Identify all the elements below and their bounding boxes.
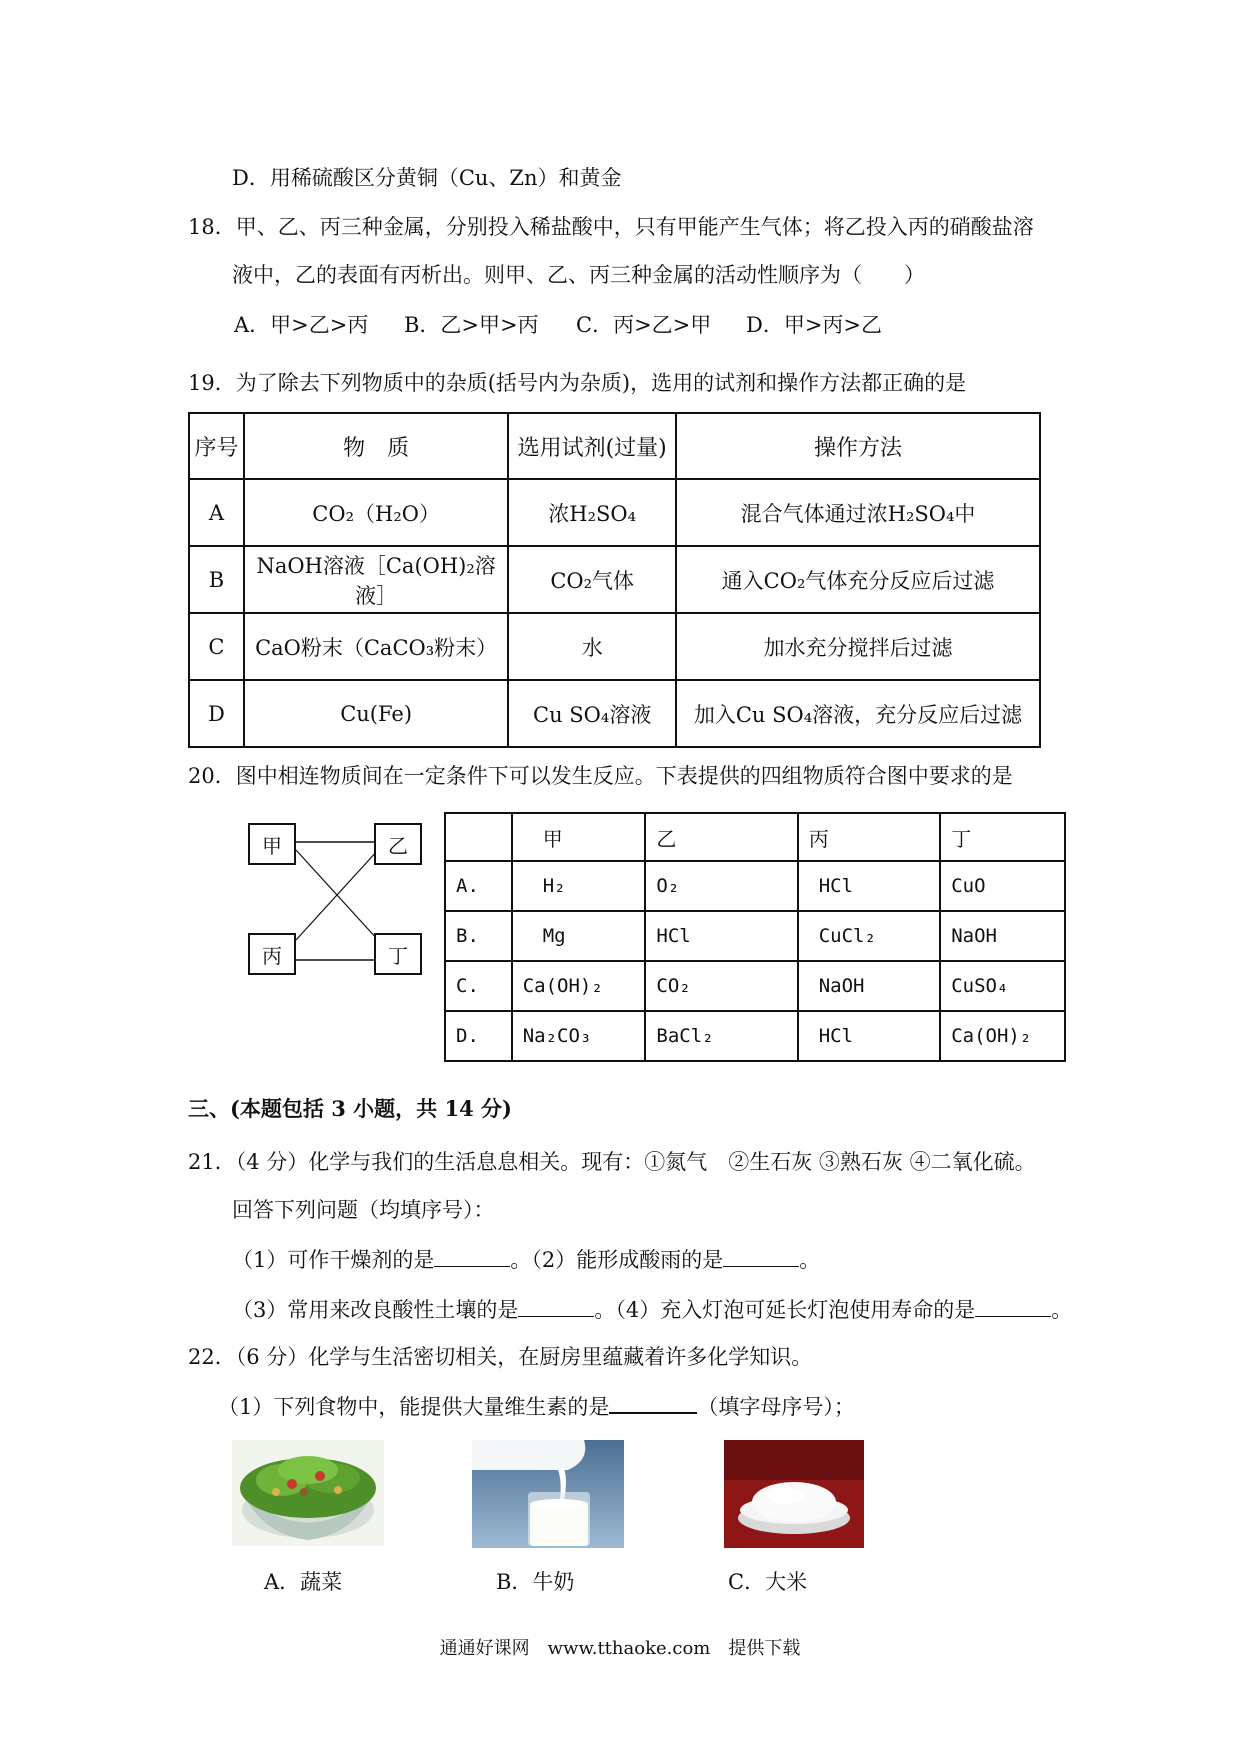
table-cell: A. [445, 861, 512, 911]
table-row [189, 546, 1040, 613]
q21-part-1-2 [232, 1244, 820, 1274]
q18-option-c: C．丙>乙>甲 [576, 313, 712, 337]
header-cell: 丁 [940, 813, 1065, 861]
q18-option-b: B．乙>甲>丙 [404, 313, 539, 337]
period: 。 [799, 1248, 821, 1272]
table-cell: 加水充分搅拌后过滤 [676, 613, 1040, 680]
answer-blank[interactable] [518, 1298, 594, 1317]
table-cell: CuCl₂ [798, 911, 940, 961]
table-cell: Na₂CO₃ [512, 1011, 646, 1061]
table-cell: 通入CO₂气体充分反应后过滤 [676, 546, 1040, 613]
section-heading: 三、(本题包括 3 小题，共 14 分) [188, 1096, 512, 1121]
answer-blank[interactable] [975, 1298, 1051, 1317]
table-row [189, 613, 1040, 680]
table-cell: HCl [645, 911, 797, 961]
food-caption-b: B．牛奶 [496, 1570, 575, 1594]
header-cell: 序号 [189, 413, 244, 479]
salad-photo [232, 1440, 384, 1546]
q22-sub1 [218, 1391, 855, 1421]
food-caption-a: A．蔬菜 [264, 1570, 343, 1594]
header-cell: 选用试剂(过量) [508, 413, 676, 479]
table-cell: A [189, 479, 244, 546]
q21-part3-text: （3）常用来改良酸性土壤的是 [232, 1298, 519, 1322]
q21-stem-line1: 21．（4 分）化学与我们的生活息息相关。现有：①氮气 ②生石灰 ③熟石灰 ④二氧化硫。 [188, 1150, 1036, 1174]
table-cell: B. [445, 911, 512, 961]
header-cell: 乙 [645, 813, 797, 861]
q17-option-d: D．用稀硫酸区分黄铜（Cu、Zn）和黄金 [232, 166, 622, 190]
table-cell: H₂ [512, 861, 646, 911]
table-cell: C. [445, 961, 512, 1011]
q21-part1-text: （1）可作干燥剂的是 [232, 1248, 435, 1272]
answer-blank[interactable] [609, 1394, 697, 1414]
q18-option-a: A．甲>乙>丙 [234, 313, 369, 337]
header-cell: 甲 [512, 813, 646, 861]
table-row [189, 479, 1040, 546]
table-row [445, 861, 1065, 911]
q22-sub1-text: （1）下列食物中，能提供大量维生素的是 [218, 1395, 610, 1419]
table-cell: CO₂气体 [508, 546, 676, 613]
q20-table [444, 812, 1066, 1062]
table-cell: 加入Cu SO₄溶液，充分反应后过滤 [676, 680, 1040, 747]
table-cell: HCl [798, 1011, 940, 1061]
table-cell: 浓H₂SO₄ [508, 479, 676, 546]
food-caption-c: C．大米 [728, 1570, 808, 1594]
table-cell: Ca(OH)₂ [940, 1011, 1065, 1061]
q21-part4-text: 。（4）充入灯泡可延长灯泡使用寿命的是 [594, 1298, 976, 1322]
table-cell: O₂ [645, 861, 797, 911]
answer-blank[interactable] [723, 1248, 799, 1267]
q19-stem: 19．为了除去下列物质中的杂质(括号内为杂质)，选用的试剂和操作方法都正确的是 [188, 371, 967, 395]
table-cell: 混合气体通过浓H₂SO₄中 [676, 479, 1040, 546]
rice-photo [724, 1440, 864, 1548]
table-row [189, 680, 1040, 747]
q18-option-d: D．甲>丙>乙 [746, 313, 883, 337]
q19-table [188, 412, 1041, 748]
q22-sub1-hint: （填字母序号）； [697, 1395, 855, 1419]
table-cell: NaOH [798, 961, 940, 1011]
table-row [445, 961, 1065, 1011]
q21-stem-line2: 回答下列问题（均填序号）： [232, 1198, 495, 1222]
q18-stem-line2: 液中，乙的表面有丙析出。则甲、乙、丙三种金属的活动性顺序为（ ） [232, 263, 925, 287]
table-cell: Cu SO₄溶液 [508, 680, 676, 747]
table-cell: CaO粉末（CaCO₃粉末） [244, 613, 508, 680]
q22-stem: 22．（6 分）化学与生活密切相关，在厨房里蕴藏着许多化学知识。 [188, 1345, 813, 1369]
diagram-box-yi: 乙 [374, 823, 422, 865]
table-cell: D. [445, 1011, 512, 1061]
period: 。 [1051, 1298, 1073, 1322]
table-header-row [189, 413, 1040, 479]
table-cell: CuO [940, 861, 1065, 911]
page-footer: 通通好课网 www.tthaoke.com 提供下载 [439, 1638, 801, 1659]
q21-part2-text: 。（2）能形成酸雨的是 [510, 1248, 724, 1272]
diagram-box-ding: 丁 [374, 933, 422, 975]
table-cell: BaCl₂ [645, 1011, 797, 1061]
q18-stem-line1: 18．甲、乙、丙三种金属，分别投入稀盐酸中，只有甲能产生气体；将乙投入丙的硝酸盐溶 [188, 215, 1034, 239]
diagram-box-jia: 甲 [248, 823, 296, 865]
table-row [445, 911, 1065, 961]
table-header-row [445, 813, 1065, 861]
table-cell: D [189, 680, 244, 747]
table-cell: 水 [508, 613, 676, 680]
answer-blank[interactable] [434, 1248, 510, 1267]
table-cell: CuSO₄ [940, 961, 1065, 1011]
table-cell: Mg [512, 911, 646, 961]
milk-photo [472, 1440, 624, 1548]
table-cell: C [189, 613, 244, 680]
q20-stem: 20．图中相连物质间在一定条件下可以发生反应。下表提供的四组物质符合图中要求的是 [188, 764, 1013, 788]
q21-part-3-4 [232, 1294, 1072, 1324]
header-cell [445, 813, 512, 861]
header-cell: 丙 [798, 813, 940, 861]
header-cell: 物 质 [244, 413, 508, 479]
diagram-box-bing: 丙 [248, 933, 296, 975]
table-cell: NaOH溶液［Ca(OH)₂溶液］ [244, 546, 508, 613]
table-cell: HCl [798, 861, 940, 911]
table-cell: NaOH [940, 911, 1065, 961]
table-cell: CO₂（H₂O） [244, 479, 508, 546]
table-cell: Cu(Fe) [244, 680, 508, 747]
table-cell: Ca(OH)₂ [512, 961, 646, 1011]
table-cell: CO₂ [645, 961, 797, 1011]
header-cell: 操作方法 [676, 413, 1040, 479]
table-cell: B [189, 546, 244, 613]
table-row [445, 1011, 1065, 1061]
